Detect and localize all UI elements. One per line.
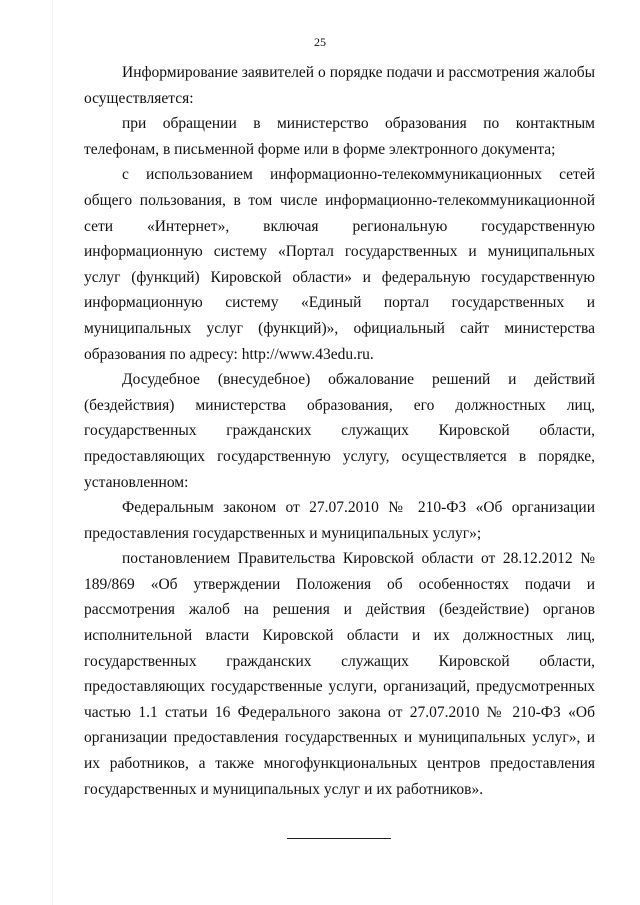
paragraph-informing: Информирование заявителей о порядке подачи и рассмотрения жалобы осуществляется: [84, 64, 595, 107]
scan-edge-line [52, 0, 53, 905]
paragraph-internet: с использованием информационно-телекоммуникационных сетей общего пользования, в том числе информационно-телекоммуникационной сети «Интернет», включая региональную государственную информационную систему «Портал государственных и муниципальных услуг (функций) Кировской области» и федеральную государственную информационную систему «Единый портал государственных и муниципальных услуг (функций)», официальный сайт министерства образования по адресу: http://www.43edu.ru. [84, 166, 595, 363]
end-divider-line [287, 838, 391, 839]
page-number: 25 [314, 35, 326, 49]
paragraph-federal-law: Федеральным законом от 27.07.2010 № 210-ФЗ «Об организации предоставления государственных и муниципальных услуг»; [84, 499, 595, 542]
paragraph-phone-written: при обращении в министерство образования по контактным телефонам, в письменной форме или в форме электронного документа; [84, 115, 595, 158]
paragraph-government-decree: постановлением Правительства Кировской области от 28.12.2012 № 189/869 «Об утверждении Положения об особенностях подачи и рассмотрения жалоб на решения и действия (бездействие) органов исполнительной власти Кировской области и их должностных лиц, государственных гражданских служащих Кировской области, предоставляющих государственные услуги, организаций, предусмотренных частью 1.1 статьи 16 Федерального закона от 27.07.2010 № 210-ФЗ «Об организации предоставления государственных и муниципальных услуг», и их работников, а также многофункциональных центров предоставления государственных и муниципальных услуг и их работников». [84, 550, 595, 798]
paragraph-pretrial-appeal: Досудебное (внесудебное) обжалование решений и действий (бездействия) министерства образования, его должностных лиц, государственных гражданских служащих Кировской области, предоставляющих государственную услугу, осуществляется в порядке, установленном: [84, 371, 595, 491]
document-body [84, 60, 595, 802]
